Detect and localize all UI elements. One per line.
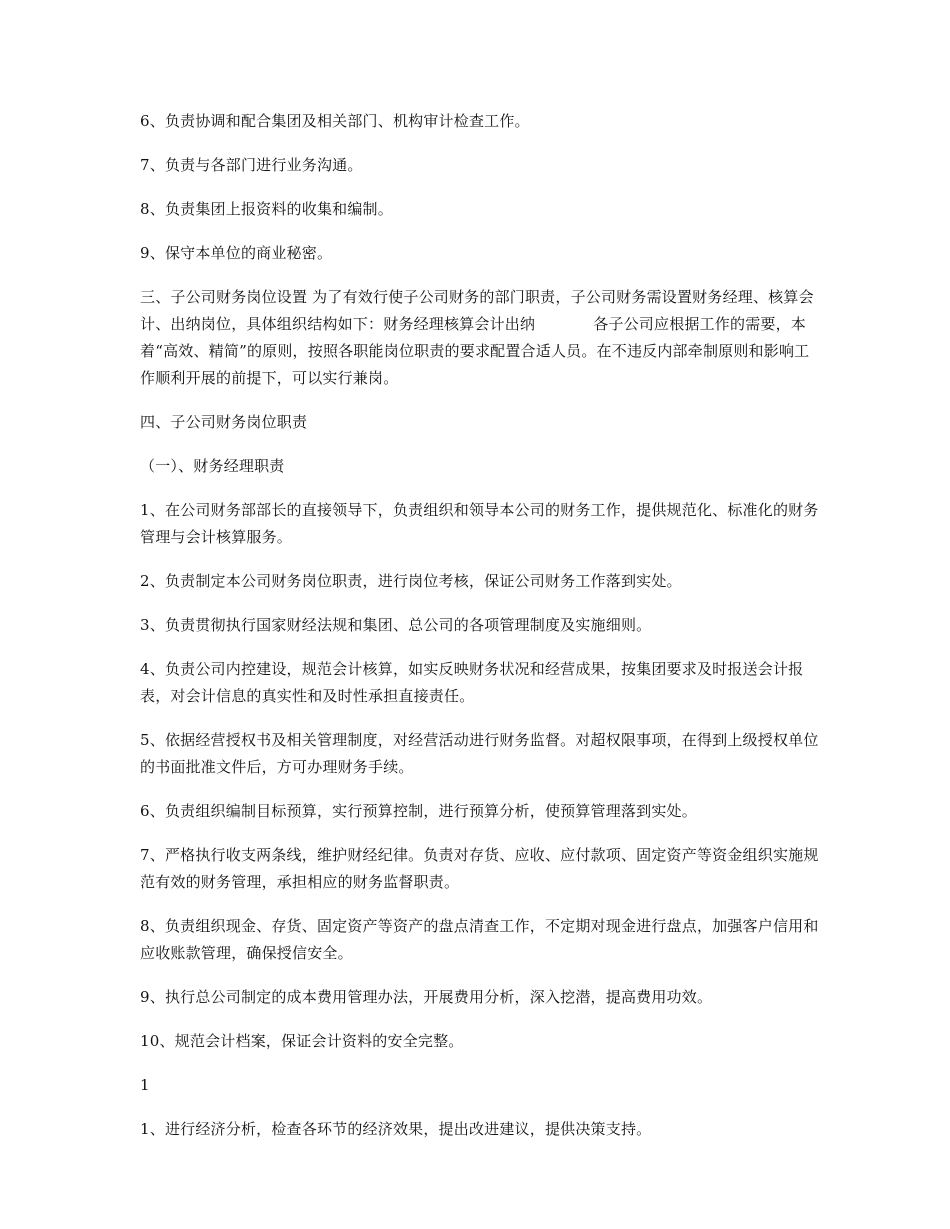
paragraph-top-8: 8、负责集团上报资料的收集和编制。 bbox=[140, 200, 393, 218]
duty-item-4: 4、负责公司内控建设，规范会计核算，如实反映财务状况和经营成果，按集团要求及时报送会计报表，对会计信息的真实性和及时性承担直接责任。 bbox=[140, 660, 804, 705]
duty-item-2: 2、负责制定本公司财务岗位职责，进行岗位考核，保证公司财务工作落到实处。 bbox=[140, 572, 682, 590]
duty-item-8: 8、负责组织现金、存货、固定资产等资产的盘点清查工作，不定期对现金进行盘点，加强客户信用和应收账款管理，确保授信安全。 bbox=[140, 917, 819, 962]
paragraph-top-7: 7、负责与各部门进行业务沟通。 bbox=[140, 156, 363, 174]
duty-item-9: 9、执行总公司制定的成本费用管理办法，开展费用分析，深入挖潜，提高费用功效。 bbox=[140, 988, 713, 1006]
section-4-heading: 四、子公司财务岗位职责 bbox=[140, 413, 308, 431]
section-3-paragraph bbox=[140, 284, 820, 392]
paragraph-top-9: 9、保守本单位的商业秘密。 bbox=[140, 244, 333, 262]
next-paragraph: 1、进行经济分析，检查各环节的经济效果，提出改进建议，提供决策支持。 bbox=[140, 1120, 652, 1138]
subsection-1-heading: （一）、财务经理职责 bbox=[140, 457, 285, 475]
duty-item-5: 5、依据经营授权书及相关管理制度，对经营活动进行财务监督。对超权限事项，在得到上级授权单位的书面批准文件后，方可办理财务手续。 bbox=[140, 731, 819, 776]
page-number: 1 bbox=[140, 1076, 150, 1094]
duty-item-7: 7、严格执行收支两条线，维护财经纪律。负责对存货、应收、应付款项、固定资产等资金组织实施规范有效的财务管理，承担相应的财务监督职责。 bbox=[140, 846, 819, 891]
duty-item-3: 3、负责贯彻执行国家财经法规和集团、总公司的各项管理制度及实施细则。 bbox=[140, 616, 652, 634]
paragraph-top-6: 6、负责协调和配合集团及相关部门、机构审计检查工作。 bbox=[140, 112, 530, 130]
section-3-part-1: 三、子公司财务岗位设置 为了有效行使子公司财务的部门职责，子公司财务需设置财务经理、核算会计、出纳岗位，具体组织结构如下：财务经理核算会计出纳 bbox=[140, 288, 814, 333]
duty-item-1: 1、在公司财务部部长的直接领导下，负责组织和领导本公司的财务工作，提供规范化、标准化的财务管理与会计核算服务。 bbox=[140, 501, 819, 546]
duty-item-6: 6、负责组织编制目标预算，实行预算控制，进行预算分析，使预算管理落到实处。 bbox=[140, 802, 697, 820]
document-body bbox=[140, 108, 820, 1160]
section-3-part-2: 各子公司应根据工作的需要，本着“高效、精简”的原则，按照各职能岗位职责的要求配置合适人员。在不违反内部牵制原则和影响工作顺利开展的前提下，可以实行兼岗。 bbox=[140, 315, 810, 387]
duty-item-10: 10、规范会计档案，保证会计资料的安全完整。 bbox=[140, 1032, 464, 1050]
